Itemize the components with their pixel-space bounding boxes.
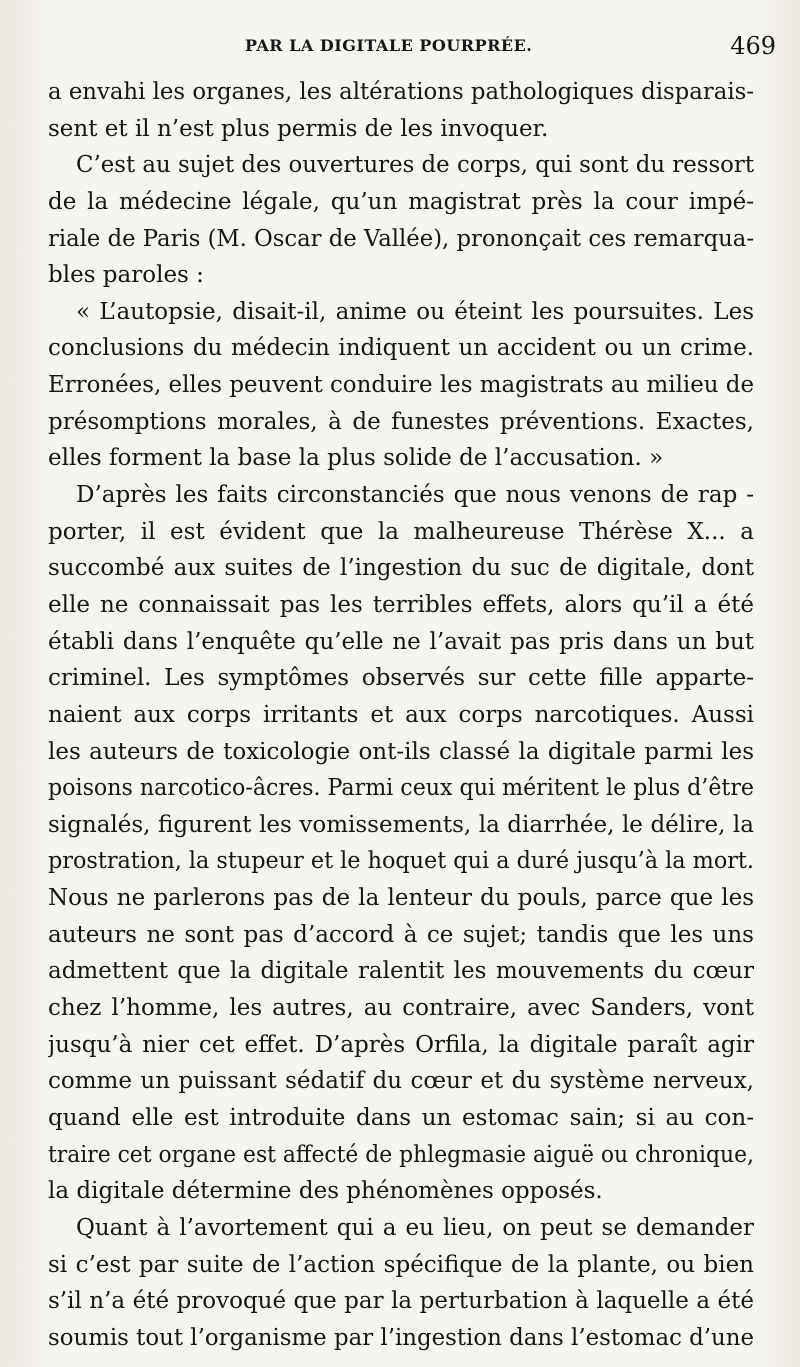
- text-line: [48, 1247, 754, 1284]
- text-line-content: soumis tout l’organisme par l’ingestion dans l’estomac d’une: [48, 1324, 754, 1351]
- text-line-content: chez l’homme, les autres, au contraire, avec Sanders, vont: [48, 995, 754, 1022]
- text-line: [48, 147, 754, 184]
- text-line: [48, 734, 754, 771]
- text-line: [48, 404, 754, 441]
- text-line-content: admettent que la digitale ralentit les mouvements du cœur: [48, 958, 754, 985]
- text-line: [48, 111, 754, 148]
- text-line-content: si c’est par suite de l’action spécifique de la plante, ou bien: [48, 1251, 754, 1278]
- text-line-content: poisons narcotico-âcres. Parmi ceux qui méritent le plus d’être: [48, 775, 754, 802]
- text-line: [48, 697, 754, 734]
- text-line: [48, 74, 754, 111]
- text-line: [48, 990, 754, 1027]
- text-line-content: C’est au sujet des ouvertures de corps, qui sont du ressort: [76, 152, 754, 179]
- text-line-content: prostration, la stupeur et le hoquet qui a duré jusqu’à la mort.: [48, 848, 754, 875]
- text-line-content: Erronées, elles peuvent conduire les magistrats au milieu de: [48, 372, 754, 399]
- text-line-content: porter, il est évident que la malheureuse Thérèse X... a: [48, 518, 754, 545]
- running-head: [0, 32, 800, 66]
- text-line-content: sent et il n’est plus permis de les invoquer.: [48, 115, 549, 142]
- text-line-content: quand elle est introduite dans un estomac sain; si au con-: [48, 1104, 754, 1131]
- text-line: [48, 807, 754, 844]
- text-line-content: les auteurs de toxicologie ont-ils classé la digitale parmi les: [48, 738, 754, 765]
- text-line-content: D’après les faits circonstanciés que nous venons de rap -: [76, 482, 754, 509]
- text-line: [48, 1173, 754, 1210]
- text-line: [48, 440, 754, 477]
- text-line: [48, 477, 754, 514]
- text-line-content: jusqu’à nier cet effet. D’après Orfila, la digitale paraît agir: [48, 1031, 754, 1058]
- text-line: [48, 917, 754, 954]
- text-line: [48, 880, 754, 917]
- text-line: [48, 843, 754, 880]
- page-number: 469: [730, 32, 776, 60]
- text-line: [48, 294, 754, 331]
- text-line: [48, 257, 754, 294]
- text-line-content: auteurs ne sont pas d’accord à ce sujet; tandis que les uns: [48, 921, 754, 948]
- text-line-content: Nous ne parlerons pas de la lenteur du pouls, parce que les: [48, 885, 754, 912]
- text-line: [48, 221, 754, 258]
- text-line: [48, 1027, 754, 1064]
- text-line-content: « L’autopsie, disait-il, anime ou éteint les poursuites. Les: [76, 298, 754, 325]
- text-line: [48, 1320, 754, 1357]
- text-line: [48, 514, 754, 551]
- text-line: [48, 624, 754, 661]
- text-line: [48, 367, 754, 404]
- text-line-content: comme un puissant sédatif du cœur et du système nerveux,: [48, 1068, 754, 1095]
- text-line-content: riale de Paris (M. Oscar de Vallée), prononçait ces remarqua-: [48, 225, 754, 252]
- text-line-content: s’il n’a été provoqué que par la perturbation à laquelle a été: [48, 1288, 754, 1315]
- text-line-content: signalés, figurent les vomissements, la diarrhée, le délire, la: [48, 811, 754, 838]
- text-line-content: a envahi les organes, les altérations pathologiques disparais-: [48, 79, 754, 105]
- text-line: [48, 550, 754, 587]
- text-line: [48, 587, 754, 624]
- text-line: [48, 1283, 754, 1320]
- text-line-content: traire cet organe est affecté de phlegmasie aiguë ou chronique,: [48, 1141, 754, 1168]
- text-line: [48, 660, 754, 697]
- text-line: [48, 953, 754, 990]
- text-line-content: présomptions morales, à de funestes préventions. Exactes,: [48, 408, 754, 435]
- text-line-content: Quant à l’avortement qui a eu lieu, on peut se demander: [76, 1214, 754, 1241]
- text-line: [48, 184, 754, 221]
- running-title: PAR LA DIGITALE POURPRÉE.: [245, 36, 533, 55]
- text-line: [48, 1063, 754, 1100]
- text-line-content: succombé aux suites de l’ingestion du suc de digitale, dont: [48, 555, 754, 582]
- text-line-content: de la médecine légale, qu’un magistrat près la cour impé-: [48, 188, 754, 215]
- text-line-content: la digitale détermine des phénomènes opposés.: [48, 1178, 603, 1205]
- text-line: [48, 770, 754, 807]
- text-line: [48, 1100, 754, 1137]
- text-line-content: bles paroles :: [48, 262, 204, 289]
- text-line-content: conclusions du médecin indiquent un accident ou un crime.: [48, 335, 754, 362]
- text-line: [48, 330, 754, 367]
- text-line-content: naient aux corps irritants et aux corps narcotiques. Aussi: [48, 701, 754, 728]
- text-line: [48, 1210, 754, 1247]
- text-line-content: établi dans l’enquête qu’elle ne l’avait pas pris dans un but: [48, 628, 754, 655]
- text-line-content: criminel. Les symptômes observés sur cette fille apparte-: [48, 665, 754, 692]
- text-line-content: elles forment la base la plus solide de l’accusation. »: [48, 445, 664, 472]
- body-text: [48, 74, 754, 1356]
- text-line: [48, 1137, 754, 1174]
- text-line-content: elle ne connaissait pas les terribles effets, alors qu’il a été: [48, 591, 754, 618]
